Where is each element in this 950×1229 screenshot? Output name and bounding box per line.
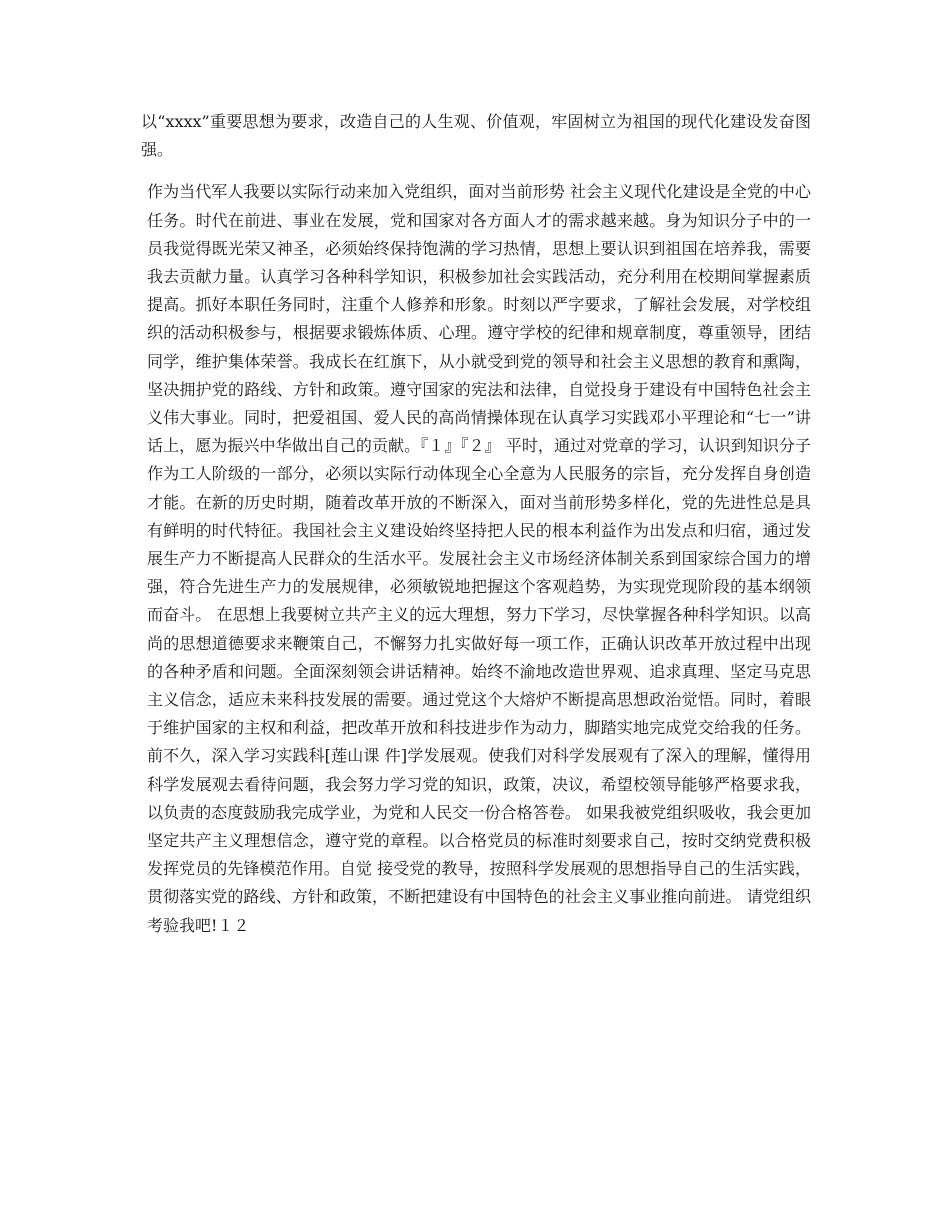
document-body bbox=[141, 108, 811, 940]
paragraph-main: 作为当代军人我要以实际行动来加入党组织，面对当前形势 社会主义现代化建设是全党的中心任务。时代在前进、事业在发展，党和国家对各方面人才的需求越来越。身为知识分子中的一员我觉得既光荣又神圣，必须始终保持饱满的学习热情，思想上要认识到祖国在培养我，需要我去贡献力量。认真学习各种科学知识，积极参加社会实践活动，充分利用在校期间掌握素质提高。抓好本职任务同时，注重个人修养和形象。时刻以严字要求，了解社会发展，对学校组织的活动积极参与，根据要求锻炼体质、心理。遵守学校的纪律和规章制度，尊重领导，团结同学，维护集体荣誉。我成长在红旗下，从小就受到党的领导和社会主义思想的教育和熏陶，坚决拥护党的路线、方针和政策。遵守国家的宪法和法律，自觉投身于建设有中国特色社会主义伟大事业。同时，把爱祖国、爱人民的高尚情操体现在认真学习实践邓小平理论和“七一”讲话上，愿为振兴中华做出自己的贡献。『１』『２』 平时，通过对党章的学习，认识到知识分子作为工人阶级的一部分，必须以实际行动体现全心全意为人民服务的宗旨，充分发挥自身创造才能。在新的历史时期，随着改革开放的不断深入，面对当前形势多样化，党的先进性总是具有鲜明的时代特征。我国社会主义建设始终坚持把人民的根本利益作为出发点和归宿，通过发展生产力不断提高人民群众的生活水平。发展社会主义市场经济体制关系到国家综合国力的增强，符合先进生产力的发展规律，必须敏锐地把握这个客观趋势，为实现党现阶段的基本纲领而奋斗。 在思想上我要树立共产主义的远大理想，努力下学习，尽快掌握各种科学知识。以高尚的思想道德要求来鞭策自己，不懈努力扎实做好每一项工作，正确认识改革开放过程中出现的各种矛盾和问题。全面深刻领会讲话精神。始终不渝地改造世界观、追求真理、坚定马克思主义信念，适应未来科技发展的需要。通过党这个大熔炉不断提高思想政治觉悟。同时，着眼于维护国家的主权和利益，把改革开放和科技进步作为动力，脚踏实地完成党交给我的任务。 前不久，深入学习实践科[莲山课 件]学发展观。使我们对科学发展观有了深入的理解，懂得用科学发展观去看待问题，我会努力学习党的知识，政策，决议，希望校领导能够严格要求我，以负责的态度鼓励我完成学业，为党和人民交一份合格答卷。 如果我被党组织吸收，我会更加坚定共产主义理想信念，遵守党的章程。以合格党员的标准时刻要求自己，按时交纳党费积极发挥党员的先锋模范作用。自觉 接受党的教导，按照科学发展观的思想指导自己的生活实践，贯彻落实党的路线、方针和政策，不断把建设有中国特色的社会主义事业推向前进。 请党组织考验我吧!１２ bbox=[147, 182, 811, 935]
paragraph-intro: 以“xxxx”重要思想为要求，改造自己的人生观、价值观，牢固树立为祖国的现代化建设发奋图强。 bbox=[141, 112, 811, 160]
